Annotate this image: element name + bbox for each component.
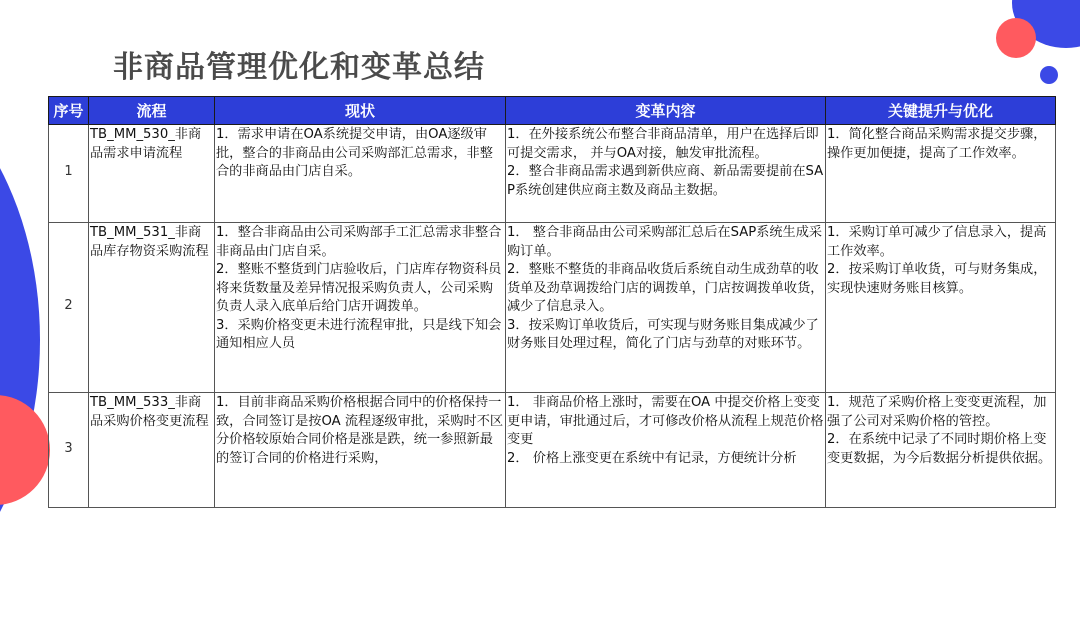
decorative-red-circle-top-right xyxy=(996,18,1036,58)
changes-line: 1．在外接系统公布整合非商品清单，用户在选择后即可提交需求， 并与OA对接，触发审批流程。 xyxy=(507,127,819,161)
table-row xyxy=(49,223,1056,393)
cell-process: TB_MM_533_非商品采购价格变更流程 xyxy=(89,393,215,508)
cell-status xyxy=(215,223,506,393)
cell-seq: 3 xyxy=(49,393,89,508)
header-improvements: 关键提升与优化 xyxy=(826,97,1056,125)
improvements-line: 1．规范了采购价格上变变更流程，加强了公司对采购价格的管控。 xyxy=(827,395,1047,429)
header-changes: 变革内容 xyxy=(506,97,826,125)
cell-changes xyxy=(506,125,826,223)
summary-table xyxy=(48,96,1056,508)
cell-process: TB_MM_531_非商品库存物资采购流程 xyxy=(89,223,215,393)
table-row xyxy=(49,393,1056,508)
cell-improvements xyxy=(826,125,1056,223)
changes-line: 2． 价格上涨变更在系统中有记录，方便统计分析 xyxy=(507,450,797,466)
cell-status xyxy=(215,125,506,223)
cell-status xyxy=(215,393,506,508)
changes-line: 3．按采购订单收货后，可实现与财务账目集成减少了财务账目处理过程，简化了门店与劲草的对账环节。 xyxy=(507,317,819,351)
cell-changes xyxy=(506,393,826,508)
header-status: 现状 xyxy=(215,97,506,125)
changes-line: 1． 非商品价格上涨时，需要在OA 中提交价格上变变更申请，审批通过后，才可修改价格从流程上规范价格变更 xyxy=(507,395,824,447)
cell-improvements xyxy=(826,223,1056,393)
cell-seq: 2 xyxy=(49,223,89,393)
decorative-blue-circle-left xyxy=(0,60,40,620)
changes-line: 1． 整合非商品由公司采购部汇总后在SAP系统生成采购订单。 xyxy=(507,225,823,259)
changes-line: 2．整账不整货的非商品收货后系统自动生成劲草的收货单及劲草调拨给门店的调拨单，门店按调拨单收货，减少了信息录入。 xyxy=(507,262,824,314)
improvements-line: 1．采购订单可减少了信息录入，提高工作效率。 xyxy=(827,225,1047,259)
status-line: 1．目前非商品采购价格根据合同中的价格保持一致，合同签订是按OA 流程逐级审批，采购时不区分价格较原始合同价格是涨是跌，统一参照新最的签订合同的价格进行采购， xyxy=(216,395,504,466)
improvements-line: 1．简化整合商品采购需求提交步骤，操作更加便捷，提高了工作效率。 xyxy=(827,127,1047,161)
status-line: 1．整合非商品由公司采购部手工汇总需求非整合非商品由门店自采。 xyxy=(216,225,502,259)
header-process: 流程 xyxy=(89,97,215,125)
improvements-line: 2．按采购订单收货，可与财务集成，实现快速财务账目核算。 xyxy=(827,262,1047,296)
table-row xyxy=(49,125,1056,223)
improvements-line: 2．在系统中记录了不同时期价格上变变更数据，为今后数据分析提供依据。 xyxy=(827,432,1052,466)
header-seq: 序号 xyxy=(49,97,89,125)
decorative-red-circle-left xyxy=(0,395,50,505)
cell-changes xyxy=(506,223,826,393)
status-line: 3．采购价格变更未进行流程审批，只是线下知会通知相应人员 xyxy=(216,317,502,351)
cell-seq: 1 xyxy=(49,125,89,223)
cell-improvements xyxy=(826,393,1056,508)
page-title: 非商品管理优化和变革总结 xyxy=(113,50,485,85)
cell-process: TB_MM_530_非商品需求申请流程 xyxy=(89,125,215,223)
changes-line: 2．整合非商品需求遇到新供应商、新品需要提前在SAP系统创建供应商主数及商品主数据。 xyxy=(507,164,824,198)
decorative-blue-dot xyxy=(1040,66,1058,84)
status-line: 1．需求申请在OA系统提交申请，由OA逐级审批，整合的非商品由公司采购部汇总需求，非整合的非商品由门店自采。 xyxy=(216,127,493,179)
status-line: 2．整账不整货到门店验收后，门店库存物资科员将来货数量及差异情况报采购负责人，公司采购负责人录入底单后给门店开调拨单。 xyxy=(216,262,502,314)
table-header-row xyxy=(49,97,1056,125)
